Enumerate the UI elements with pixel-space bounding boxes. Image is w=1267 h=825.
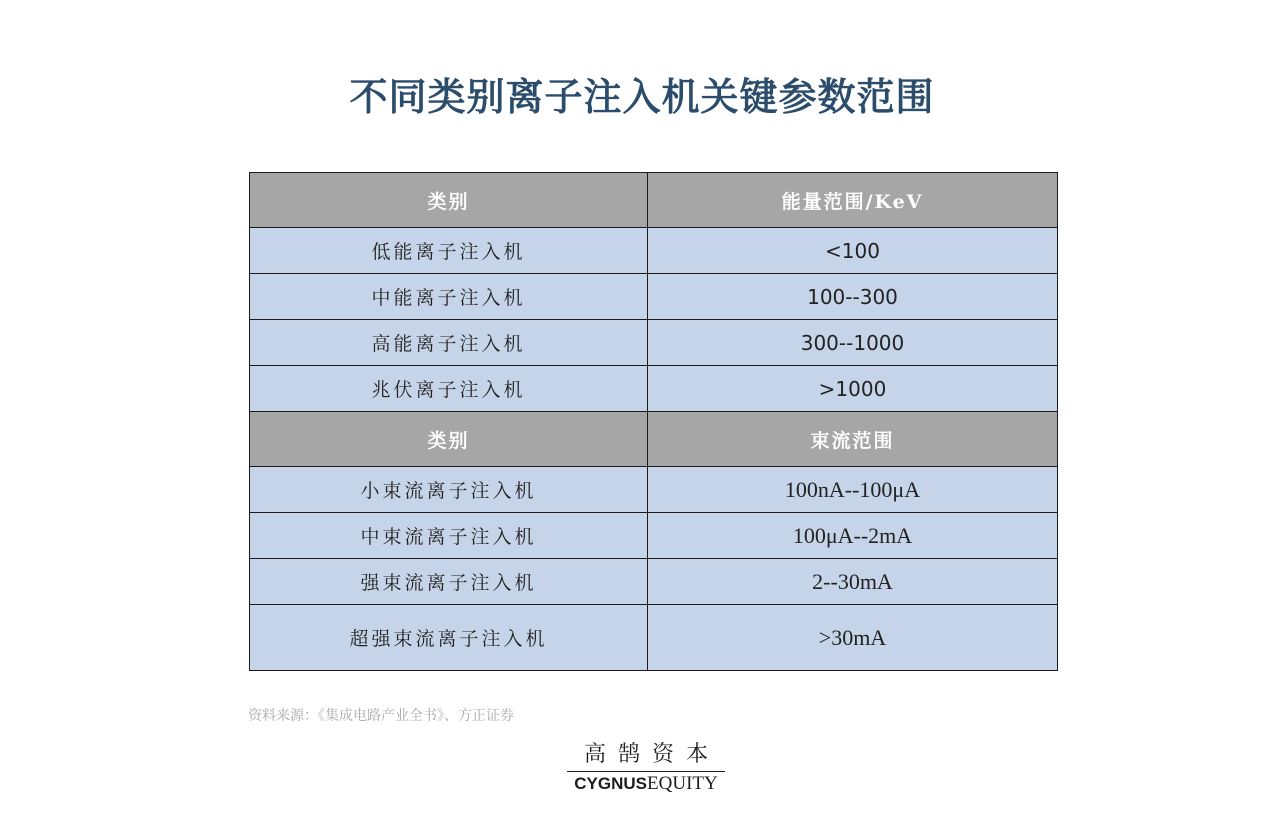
- row-category: 小束流离子注入机: [250, 467, 648, 513]
- row-value: 300--1000: [648, 320, 1058, 366]
- table-row: [250, 228, 1058, 274]
- logo-english-name: [563, 774, 729, 794]
- row-category: 中束流离子注入机: [250, 513, 648, 559]
- table-row: [250, 467, 1058, 513]
- company-logo: [563, 740, 729, 794]
- table-row: [250, 274, 1058, 320]
- energy-header-category: 类别: [250, 173, 648, 228]
- row-value: >30mA: [648, 605, 1058, 671]
- row-category: 强束流离子注入机: [250, 559, 648, 605]
- row-category: 高能离子注入机: [250, 320, 648, 366]
- row-value: <100: [648, 228, 1058, 274]
- current-header-category: 类别: [250, 412, 648, 467]
- row-category: 兆伏离子注入机: [250, 366, 648, 412]
- page-title: 不同类别离子注入机关键参数范围: [349, 75, 935, 119]
- parameters-table: [249, 172, 1058, 671]
- row-category: 中能离子注入机: [250, 274, 648, 320]
- row-category: 超强束流离子注入机: [250, 605, 648, 671]
- energy-header-row: [250, 173, 1058, 228]
- current-header-range: 束流范围: [648, 412, 1058, 467]
- row-value: 100--300: [648, 274, 1058, 320]
- row-value: 100μA--2mA: [648, 513, 1058, 559]
- energy-header-range: 能量范围/KeV: [648, 173, 1058, 228]
- logo-english-regular: EQUITY: [647, 773, 718, 794]
- logo-divider: [567, 771, 725, 772]
- source-note: 资料来源：《集成电路产业全书》、方正证券: [248, 708, 514, 724]
- table-row: [250, 513, 1058, 559]
- row-value: >1000: [648, 366, 1058, 412]
- table-row: [250, 366, 1058, 412]
- current-header-row: [250, 412, 1058, 467]
- row-value: 2--30mA: [648, 559, 1058, 605]
- table-row: [250, 559, 1058, 605]
- row-category: 低能离子注入机: [250, 228, 648, 274]
- table-row: [250, 605, 1058, 671]
- logo-english-bold: CYGNUS: [574, 774, 648, 793]
- row-value: 100nA--100μA: [648, 467, 1058, 513]
- table-row: [250, 320, 1058, 366]
- logo-chinese-name: 高鹄资本: [583, 742, 720, 767]
